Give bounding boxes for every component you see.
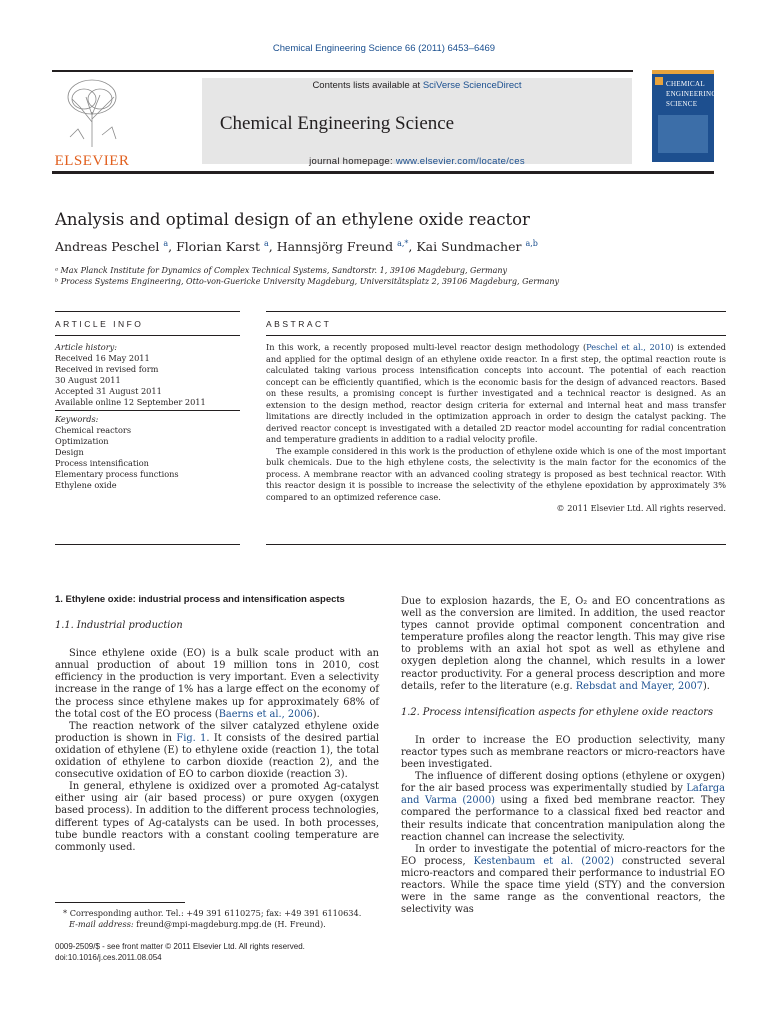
affiliation: ᵃ Max Planck Institute for Dynamics of Complex Technical Systems, Sandtorstr. 1, 39106 Magdeburg, Germany — [55, 266, 508, 275]
body-text: The reaction network of the silver catalyzed ethylene oxide production is shown in — [55, 720, 379, 744]
body-paragraph — [55, 648, 379, 721]
subsection-heading: 1.1. Industrial production — [55, 620, 183, 632]
author-name: Hannsjörg Freund — [276, 239, 394, 255]
cover-line: ENGINEERING — [666, 90, 717, 98]
history-item: Accepted 31 August 2011 — [55, 386, 162, 396]
abstract-heading-rule — [266, 335, 726, 336]
info-top-rule — [55, 311, 240, 312]
figure-link[interactable]: Fig. 1 — [176, 732, 207, 744]
cover-strip — [652, 70, 714, 74]
article-info-heading: ARTICLE INFO — [55, 319, 144, 329]
footnote-rule — [55, 902, 185, 903]
keyword: Elementary process functions — [55, 469, 179, 479]
cover-line: SCIENCE — [666, 100, 698, 108]
body-paragraph — [401, 771, 725, 844]
body-text: using a fixed bed membrane reactor. They compared the performance to a classical fixed bed reactor and their results indicate that concentration manipulation along the reaction channel can increase the selectivity. — [401, 795, 725, 843]
email-address[interactable]: freund@mpi-magdeburg.mpg.de (H. Freund). — [136, 919, 326, 929]
copyright-line: © 2011 Elsevier Ltd. All rights reserved. — [556, 503, 726, 513]
elsevier-wordmark: ELSEVIER — [54, 153, 130, 169]
keyword: Process intensification — [55, 458, 149, 468]
author-name: Florian Karst — [176, 239, 260, 255]
body-column-right — [401, 596, 725, 916]
affiliation: ᵇ Process Systems Engineering, Otto-von-Guericke University Magdeburg, Universitätsplatz 2, 39106 Magdeburg, Germany — [55, 277, 560, 286]
citation-link[interactable]: Rebsdat and Mayer, 2007 — [575, 680, 703, 692]
body-text: constructed several micro-reactors and compared their performance to industrial EO reactors. While the space time yield (STY) and the conversion were in the same range as the conventional reactors, the selectivity was — [401, 855, 725, 916]
section-heading: 1. Ethylene oxide: industrial process and intensification aspects — [55, 594, 345, 605]
article-title: Analysis and optimal design of an ethylene oxide reactor — [55, 210, 530, 229]
body-paragraph: In order to increase the EO production selectivity, many reactor types such as membrane reactors or micro-reactors have been investigated. — [401, 734, 725, 771]
elsevier-logo — [52, 77, 132, 167]
body-text: The influence of different dosing options (ethylene or oxygen) for the air based process was experimentally studied by — [401, 771, 725, 795]
cover-title — [666, 79, 717, 109]
history-item: Available online 12 September 2011 — [55, 397, 206, 407]
citation-link[interactable]: Lafarga and Varma (2000) — [401, 783, 725, 807]
citation-link[interactable]: Kestenbaum et al. (2002) — [473, 855, 614, 867]
body-text: Since ethylene oxide (EO) is a bulk scale product with an annual production of about 19 million tons in 2010, cost efficiency in the production is very important. Even a selectivity increase in the range of 1% has a large effect on the economy of the process since ethylene makes up for approximately 68% of the total cost of the EO process ( — [55, 648, 379, 720]
author-name: Kai Sundmacher — [416, 239, 522, 255]
body-paragraph — [401, 844, 725, 917]
cover-line: CHEMICAL — [666, 80, 705, 88]
homepage-prefix: journal homepage: — [309, 156, 396, 167]
keyword: Ethylene oxide — [55, 480, 117, 490]
info-bottom-rule — [55, 544, 240, 545]
abstract-bottom-rule — [266, 544, 726, 545]
article-info — [55, 342, 240, 491]
homepage-link[interactable]: www.elsevier.com/locate/ces — [395, 156, 525, 167]
abstract-paragraph: The example considered in this work is the production of ethylene oxide which is one of the most important bulk chemicals. Due to the high ethylene costs, the selectivity is the main factor for the economics of the process. A membrane reactor with an advanced cooling strategy is proposed as best technical reactor. With this reactor design it is possible to increase the selectivity of the ethylene epoxidation by approximately 3% compared to an optimized reference case. — [266, 445, 726, 502]
email-line — [55, 919, 379, 930]
email-label: E-mail address: — [69, 919, 137, 929]
footnote — [55, 908, 379, 930]
contents-line — [202, 80, 632, 91]
sciencedirect-link[interactable]: SciVerse ScienceDirect — [422, 80, 522, 91]
body-text: In order to investigate the potential of micro-reactors for the EO process, — [401, 843, 725, 867]
masthead-banner — [202, 78, 632, 167]
corresponding-author-note: * Corresponding author. Tel.: +49 391 6110275; fax: +49 391 6110634. — [63, 908, 362, 918]
history-item: 30 August 2011 — [55, 375, 121, 385]
keyword: Design — [55, 447, 84, 457]
body-text: Due to explosion hazards, the E, O₂ and EO concentrations as well as the conversion are limited. In addition, the used reactor types cannot provide optimal component concentration and temperature profiles along the reactor length. This may give rise to problems with an axial hot spot as well as ethylene and oxygen depletion along the channel, which results in a lower reactor productivity. For a general process description and more details, refer to the literature (e.g. — [401, 596, 725, 692]
contents-prefix: Contents lists available at — [312, 80, 423, 91]
citation-link[interactable]: Baerns et al., 2006 — [218, 708, 313, 720]
abstract-text: ) is extended and applied for the optimal design of an ethylene oxide reactor. In a first step, the optimal reaction route is calculated taking various process intensification concepts into account. The potential of each reaction concept can be efficiently quantified, which is the economic basis for the design of advanced reactors. Based on these results, a promising concept is further investigated and a technical reactor is designed. As an extension to the design method, reactor design criteria for external and internal heat and mass transfer limitations are directly included in the optimization approach in order to design the catalyst packing. The derived reactor concept is investigated with a detailed 2D reactor model accounting for radial concentration and temperature gradients in addition to a radial velocity profile. — [266, 342, 726, 444]
info-heading-rule — [55, 335, 240, 336]
author-affiliation-marker[interactable]: a,b — [525, 239, 538, 248]
body-text: . It consists of the desired partial oxidation of ethylene (E) to ethylene oxide (reaction 1), the total oxidation of ethylene to carbon dioxide (reaction 2), and the consecutive oxidation of EO to carbon dioxide (reaction 3). — [55, 732, 379, 781]
subsection-heading: 1.2. Process intensification aspects for ethylene oxide reactors — [401, 706, 713, 718]
keywords-label: Keywords: — [55, 414, 99, 424]
body-paragraph — [55, 721, 379, 781]
body-column-left — [55, 594, 379, 854]
journal-name: Chemical Engineering Science — [219, 113, 455, 134]
history-item: Received 16 May 2011 — [55, 353, 150, 363]
cover-artwork — [658, 115, 708, 153]
abstract-paragraph — [266, 342, 726, 446]
homepage-line — [202, 156, 632, 167]
journal-cover-image — [652, 70, 717, 162]
keyword: Optimization — [55, 436, 109, 446]
journal-reference[interactable]: Chemical Engineering Science 66 (2011) 6453–6469 — [272, 43, 496, 54]
journal-masthead — [52, 72, 633, 167]
abstract-text: In this work, a recently proposed multi-level reactor design methodology ( — [266, 342, 587, 352]
abstract-top-rule — [266, 311, 726, 312]
author-name: Andreas Peschel — [55, 239, 160, 255]
author-affiliation-marker[interactable]: a — [263, 239, 269, 248]
doi-line[interactable]: doi:10.1016/j.ces.2011.08.054 — [55, 953, 162, 962]
citation-link[interactable]: Peschel et al., 2010 — [586, 342, 671, 352]
keyword: Chemical reactors — [55, 425, 132, 435]
masthead-rule — [52, 171, 714, 174]
body-text: ). — [312, 708, 320, 720]
abstract-heading: ABSTRACT — [266, 319, 332, 329]
author-affiliation-marker[interactable]: a — [163, 239, 169, 248]
cover-logo-icon — [655, 77, 663, 85]
author-affiliation-marker[interactable]: a,* — [397, 239, 409, 248]
history-item: Received in revised form — [55, 364, 159, 374]
body-paragraph — [401, 596, 725, 693]
issn-block — [55, 941, 379, 963]
abstract-body — [266, 342, 726, 515]
elsevier-tree-icon — [62, 77, 122, 147]
history-label: Article history: — [55, 342, 117, 352]
body-text: ). — [702, 680, 710, 692]
body-paragraph: In general, ethylene is oxidized over a promoted Ag-catalyst either using air (air based process) or pure oxygen (oxygen based process). In addition to the different process technologies, different types of Ag-catalysts can be used. In both processes, tube bundle reactors with a constant cooling temperature are commonly used. — [55, 781, 379, 853]
info-divider — [55, 410, 240, 411]
author-list: Andreas Peschel $^a$, Florian Karst $^a$, Hannsjörg Freund $^{a,*}$, Kai Sundmacher $^{a,b}$ — [55, 239, 538, 255]
issn-line: 0009-2509/$ - see front matter © 2011 Elsevier Ltd. All rights reserved. — [55, 942, 305, 951]
